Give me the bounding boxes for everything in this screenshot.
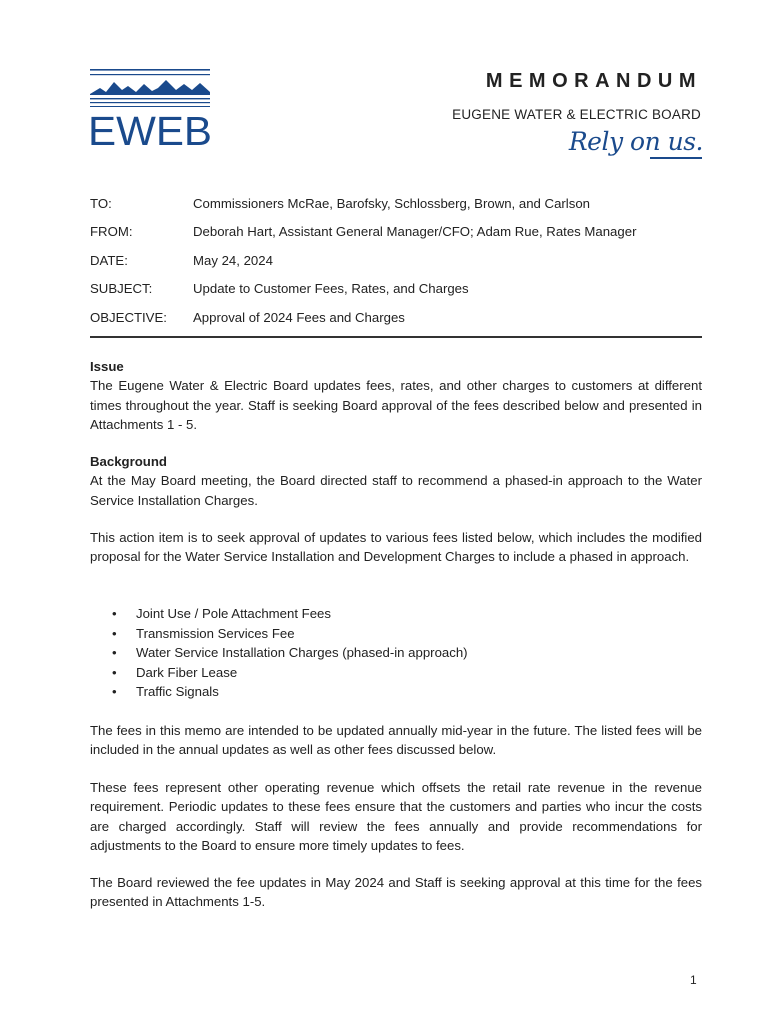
list-item-text: Transmission Services Fee [136, 625, 295, 641]
field-label: TO: [90, 196, 112, 211]
org-name: EUGENE WATER & ELECTRIC BOARD [452, 107, 701, 122]
list-item-text: Joint Use / Pole Attachment Fees [136, 606, 331, 621]
issue-heading: Issue [90, 359, 124, 374]
field-value: Deborah Hart, Assistant General Manager/CFO; Adam Rue, Rates Manager [193, 224, 637, 239]
field-value: Approval of 2024 Fees and Charges [193, 310, 405, 325]
field-label: FROM: [90, 224, 133, 239]
bullet-icon: • [112, 664, 117, 680]
background-paragraph-5: The Board reviewed the fee updates in May 2024 and Staff is seeking approval at this time for the fees presented in Attachments 1-5. [90, 875, 702, 910]
bullet-icon: • [112, 625, 117, 641]
field-label: OBJECTIVE: [90, 310, 167, 325]
background-paragraph-1: At the May Board meeting, the Board directed staff to recommend a phased-in approach to the Water Service Installation Charges. [90, 473, 702, 508]
eweb-logo [88, 68, 212, 146]
field-value: May 24, 2024 [193, 253, 273, 268]
background-paragraph-3: The fees in this memo are intended to be updated annually mid-year in the future. The listed fees will be included in the annual updates as well as other fees discussed below. [90, 723, 702, 758]
tagline-underline [650, 157, 702, 159]
issue-section [90, 357, 702, 435]
list-item-text: Water Service Installation Charges (phased-in approach) [136, 645, 468, 661]
field-label: SUBJECT: [90, 281, 153, 296]
list-item-text: Traffic Signals [136, 684, 219, 700]
fee-list [112, 604, 468, 702]
memo-title: MEMORANDUM [485, 70, 702, 92]
header-divider [90, 336, 702, 338]
list-item [112, 663, 468, 683]
field-value: Update to Customer Fees, Rates, and Charges [193, 281, 469, 296]
bullet-icon: • [112, 606, 117, 621]
background-section [90, 452, 702, 510]
issue-text: The Eugene Water & Electric Board updates fees, rates, and other charges to customers at different times throughout the year. Staff is seeking Board approval of the fees described below and presented in Attachments 1 - 5. [90, 378, 702, 433]
list-item [112, 604, 468, 624]
background-heading: Background [90, 454, 167, 469]
tagline: Rely on us. [568, 127, 703, 156]
field-label: DATE: [90, 253, 128, 268]
background-paragraph-2: This action item is to seek approval of updates to various fees listed below, which includes the modified proposal for the Water Service Installation and Development Charges to include a phased in approach. [90, 530, 702, 565]
page-number: 1 [690, 973, 697, 987]
logo-wordmark: EWEB [88, 108, 212, 146]
list-item [112, 643, 468, 663]
background-paragraph-4: These fees represent other operating revenue which offsets the retail rate revenue in the revenue requirement. Periodic updates to these fees ensure that the customers and parties who incur the costs are charged accordingly. Staff will review the fees annually and provide recommendations for adjustments to the Board to ensure more timely updates to fees. [90, 780, 702, 854]
field-value: Commissioners McRae, Barofsky, Schlossberg, Brown, and Carlson [193, 196, 590, 211]
list-item [112, 624, 468, 644]
list-item [112, 682, 468, 702]
bullet-icon: • [112, 645, 117, 661]
list-item-text: Dark Fiber Lease [136, 664, 238, 680]
bullet-icon: • [112, 684, 117, 700]
